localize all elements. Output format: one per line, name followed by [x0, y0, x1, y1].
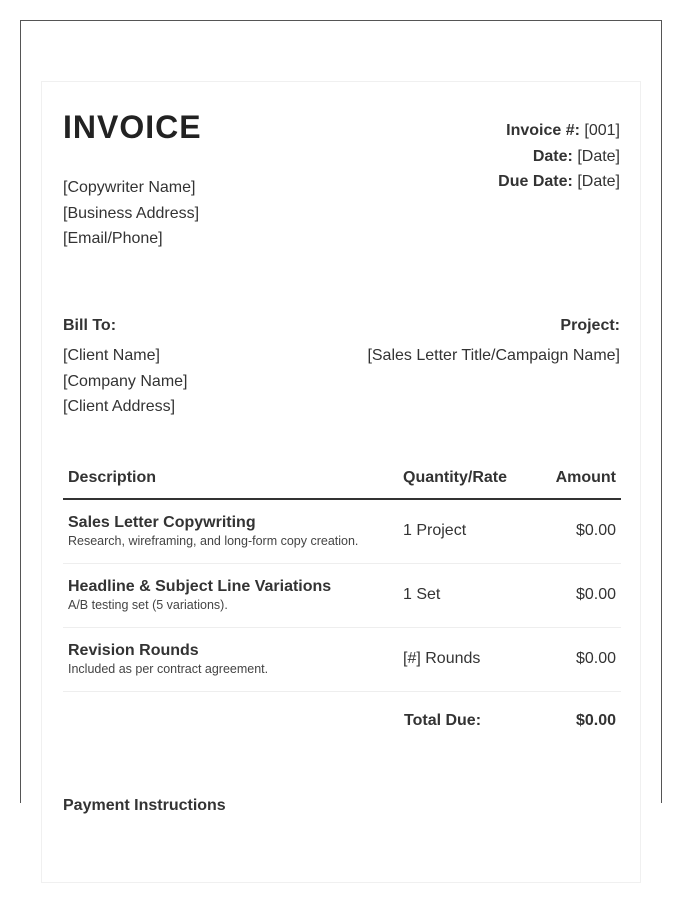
- item-amount: $0.00: [575, 522, 616, 539]
- invoice-number-label: Invoice #:: [506, 122, 580, 139]
- invoice-meta: [498, 118, 620, 195]
- sender-name: [Copywriter Name]: [63, 179, 196, 196]
- bill-to-label: Bill To:: [63, 317, 117, 334]
- item-quantity: 1 Project: [403, 522, 467, 539]
- project-value: [Sales Letter Title/Campaign Name]: [367, 347, 620, 364]
- item-description: Research, wireframing, and long-form copy creation.: [68, 534, 359, 548]
- invoice-date-label: Date:: [532, 147, 573, 165]
- total-label: Total Due:: [404, 712, 482, 729]
- project-label: Project:: [560, 317, 620, 334]
- invoice-date-value: [Date]: [577, 147, 620, 165]
- table-row: [63, 628, 621, 692]
- header-quantity-rate: Quantity/Rate: [403, 469, 508, 486]
- client-name: [Client Name]: [63, 347, 160, 364]
- item-name: Sales Letter Copywriting: [68, 514, 256, 531]
- invoice-number-value: [001]: [584, 122, 620, 139]
- sender-contact: [Email/Phone]: [63, 230, 163, 247]
- invoice-due-line: [498, 169, 620, 195]
- invoice-number-line: [498, 118, 620, 144]
- item-name: Revision Rounds: [68, 642, 199, 659]
- invoice-due-value: [Date]: [577, 173, 620, 190]
- item-amount: $0.00: [575, 586, 616, 603]
- sender-block: [63, 175, 199, 252]
- item-name: Headline & Subject Line Variations: [68, 578, 332, 595]
- item-quantity: 1 Set: [403, 586, 441, 603]
- invoice-sheet: [41, 81, 641, 883]
- total-row: [63, 692, 621, 748]
- invoice-due-label: Due Date:: [498, 173, 573, 190]
- bill-to-block: [63, 343, 188, 420]
- payment-instructions-heading: Payment Instructions: [63, 797, 226, 814]
- line-items-table: [63, 460, 621, 748]
- sender-address: [Business Address]: [63, 204, 200, 222]
- total-amount: $0.00: [575, 712, 616, 729]
- header-description: Description: [68, 469, 157, 486]
- project-block: [367, 343, 620, 369]
- item-amount: $0.00: [575, 650, 616, 667]
- item-quantity: [#] Rounds: [403, 650, 481, 667]
- table-row: [63, 500, 621, 564]
- client-address: [Client Address]: [63, 398, 176, 415]
- invoice-date-line: [498, 144, 620, 170]
- table-row: [63, 564, 621, 628]
- invoice-title: INVOICE: [63, 109, 202, 145]
- item-description: Included as per contract agreement.: [68, 662, 269, 676]
- company-name: [Company Name]: [63, 372, 188, 390]
- document-viewport: [20, 20, 662, 814]
- item-description: A/B testing set (5 variations).: [68, 598, 228, 612]
- header-amount: Amount: [555, 469, 616, 486]
- table-header: [63, 460, 621, 500]
